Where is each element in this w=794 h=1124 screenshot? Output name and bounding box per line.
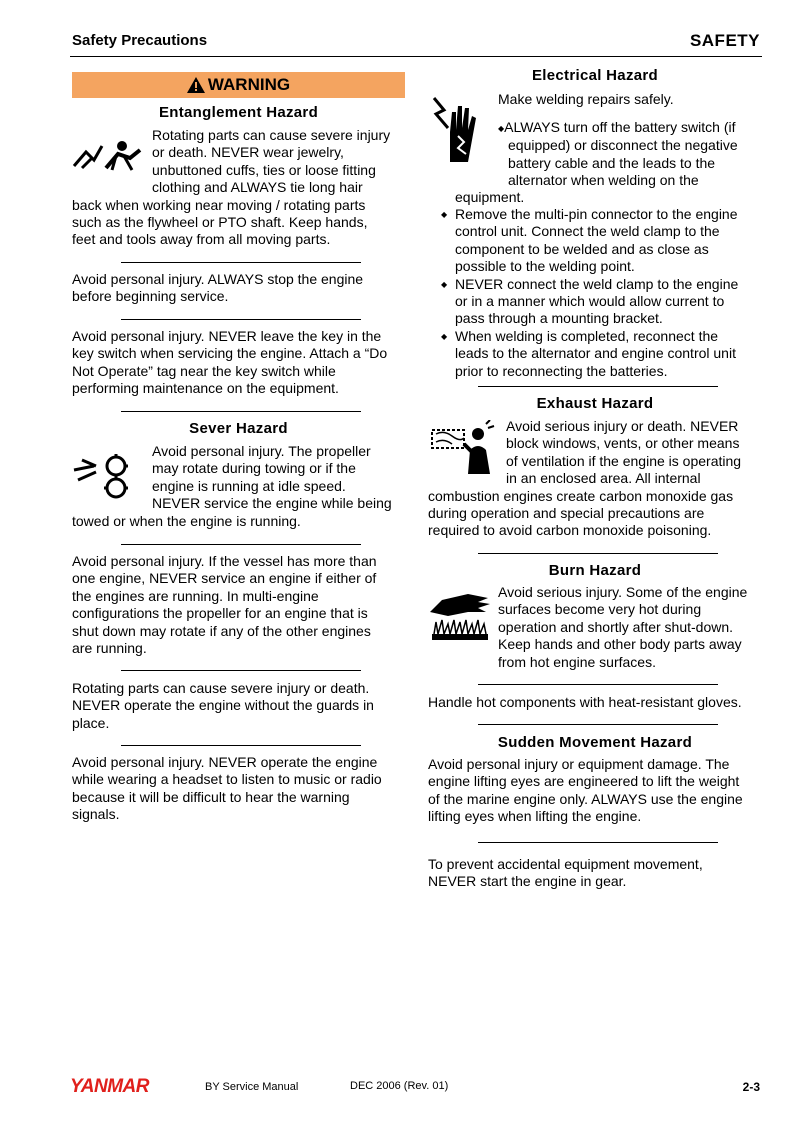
text-line: component to be welded and as close as <box>455 240 709 257</box>
text-line: Avoid personal injury. ALWAYS stop the engine <box>72 271 364 287</box>
text-line: equipped) or disconnect the negative <box>508 137 738 154</box>
text-line: back when working near moving / rotating parts <box>72 196 366 213</box>
text-line: while wearing a headset to listen to music or radio <box>72 771 382 788</box>
exhaust-text-indented <box>506 418 768 488</box>
sever-heading: Sever Hazard <box>189 420 288 437</box>
text-line: unbuttoned cuffs, ties or loose fitting <box>152 161 376 178</box>
text-line: Avoid personal injury or equipment damage. The <box>428 756 730 772</box>
electrical-shock-icon <box>428 96 486 166</box>
text-line: surfaces become very hot during <box>498 601 702 618</box>
text-line: required to avoid carbon monoxide poisoning. <box>428 522 712 539</box>
entanglement-text-indented <box>152 127 412 197</box>
header-rule <box>70 56 762 57</box>
text-line: pass through a mounting bracket. <box>455 310 663 327</box>
section-divider <box>121 411 361 412</box>
entanglement-text-full <box>72 197 412 249</box>
section-divider <box>121 745 361 746</box>
text-line: engine is running at idle speed. <box>152 477 346 494</box>
text-line: NEVER service the engine while being <box>152 495 392 512</box>
text-line: clothing and ALWAYS tie long hair <box>152 179 363 196</box>
text-line: operation and shortly after shut-down. <box>498 618 734 635</box>
section-divider <box>478 684 718 685</box>
text-line: ◆ Remove the multi-pin connector to the engine <box>455 206 738 222</box>
text-line: Avoid personal injury. NEVER leave the key in the <box>72 328 382 344</box>
burn-text <box>498 584 768 671</box>
exhaust-heading: Exhaust Hazard <box>536 395 654 412</box>
section-divider <box>478 724 718 725</box>
text-line: during operation and special precautions are <box>428 505 705 521</box>
key-switch-text <box>72 328 412 398</box>
text-line: lifting eyes when lifting the engine. <box>428 808 642 825</box>
list-item <box>441 328 766 380</box>
warning-triangle-icon <box>187 77 205 93</box>
electrical-bullet-1-full: equipment. <box>455 188 525 205</box>
sudden-movement-heading: Sudden Movement Hazard <box>497 734 693 751</box>
text-line: NEVER start the engine in gear. <box>428 873 627 890</box>
text-line: Rotating parts can cause severe injury or death. <box>72 680 370 696</box>
text-line: Rotating parts can cause severe injury <box>152 127 391 143</box>
text-line: of ventilation if the engine is operating <box>506 452 742 469</box>
section-title: Safety Precautions <box>72 32 208 49</box>
sever-icon <box>72 452 136 500</box>
text-line: signals. <box>72 806 120 823</box>
text-line: Avoid personal injury. NEVER operate the engine <box>72 754 378 770</box>
text-line: performing maintenance on the equipment. <box>72 380 339 397</box>
text-line: feet and tools away from all moving parts. <box>72 231 331 248</box>
revision-date: DEC 2006 (Rev. 01) <box>350 1080 449 1092</box>
burn-icon <box>428 590 492 642</box>
yanmar-logo: YANMAR <box>70 1076 149 1097</box>
text-line: engine lifting eyes are engineered to lift the weight <box>428 773 740 790</box>
exhaust-icon <box>430 420 496 476</box>
electrical-heading: Electrical Hazard <box>532 67 658 84</box>
text-line: ◆ NEVER connect the weld clamp to the engine <box>455 275 739 292</box>
text-line: battery cable and the leads to the <box>508 154 716 171</box>
text-line: Avoid personal injury. The propeller <box>152 443 371 459</box>
text-line: Avoid serious injury. Some of the engine <box>498 584 748 600</box>
text-line: place. <box>72 714 110 731</box>
text-line: towed or when the engine is running. <box>72 512 301 529</box>
text-line: ◆ When welding is completed, reconnect the <box>455 327 719 344</box>
text-line: such as the flywheel or PTO shaft. Keep hands, <box>72 214 368 230</box>
text-line: control unit. Connect the weld clamp to the <box>455 223 720 240</box>
text-line: combustion engines create carbon monoxide gas <box>428 487 734 504</box>
text-line: or death. NEVER wear jewelry, <box>152 144 344 161</box>
section-divider <box>478 386 718 387</box>
entanglement-heading: Entanglement Hazard <box>158 104 319 121</box>
text-line: block windows, vents, or other means <box>506 435 740 452</box>
text-line: or in a manner which would allow current to <box>455 293 725 310</box>
text-line: because it will be difficult to hear the warning <box>72 788 350 805</box>
stop-engine-text <box>72 271 412 306</box>
section-divider <box>121 544 361 545</box>
text-line: possible to the welding point. <box>455 258 635 275</box>
section-divider <box>121 670 361 671</box>
section-divider <box>478 842 718 843</box>
text-line: the engines are running. In multi-engine <box>72 587 319 604</box>
section-divider <box>121 319 361 320</box>
text-line: Keep hands and other body parts away <box>498 636 742 653</box>
text-line: leads to the alternator and engine control unit <box>455 345 736 362</box>
manual-name: BY Service Manual <box>205 1081 299 1093</box>
text-line: Avoid serious injury or death. NEVER <box>506 418 739 434</box>
guards-text <box>72 680 412 732</box>
sever-text-full <box>72 513 412 530</box>
entanglement-icon <box>72 138 144 172</box>
text-line: one engine, NEVER service an engine if either of <box>72 570 377 587</box>
text-line: may rotate during towing or if the <box>152 460 356 477</box>
burn-heading: Burn Hazard <box>548 562 642 579</box>
list-item <box>441 206 766 276</box>
chapter-title: SAFETY <box>689 31 760 50</box>
sever-text-indented <box>152 443 412 513</box>
text-line: Not Operate” tag near the key switch while <box>72 362 336 379</box>
gear-text <box>428 856 768 891</box>
text-line: alternator when welding on the <box>508 172 699 189</box>
text-line: from hot engine surfaces. <box>498 653 656 670</box>
electrical-bullets <box>441 206 766 380</box>
section-divider <box>478 553 718 554</box>
headset-text <box>72 754 412 824</box>
text-line: are running. <box>72 640 147 657</box>
text-line: Avoid personal injury. If the vessel has more than <box>72 553 377 569</box>
text-line: configurations the propeller for an engine that is <box>72 605 368 622</box>
section-divider <box>121 262 361 263</box>
text-line: of the marine engine only. ALWAYS use the engine <box>428 790 743 807</box>
multi-engine-text <box>72 553 412 657</box>
warning-banner <box>72 72 405 98</box>
sudden-movement-text <box>428 756 768 826</box>
exhaust-text-full <box>428 488 768 540</box>
list-item <box>441 276 766 328</box>
text-line: shut down may rotate if any of the other engines <box>72 622 371 639</box>
text-line: ALWAYS turn off the battery switch (if <box>504 119 736 135</box>
text-line: key switch when servicing the engine. Attach a “Do <box>72 345 388 362</box>
gloves-text: Handle hot components with heat-resistant gloves. <box>428 694 742 710</box>
warning-label: WARNING <box>207 75 291 94</box>
text-line: in an enclosed area. All internal <box>506 470 701 487</box>
electrical-bullet-1-indented <box>498 119 768 190</box>
text-line: before beginning service. <box>72 288 229 305</box>
electrical-intro: Make welding repairs safely. <box>498 91 674 107</box>
text-line: To prevent accidental equipment movement, <box>428 856 703 872</box>
text-line: ◆ALWAYS turn off the battery switch (if <box>498 119 736 135</box>
page-number: 2-3 <box>742 1080 760 1094</box>
text-line: NEVER operate the engine without the guards in <box>72 697 374 714</box>
text-line: prior to reconnecting the batteries. <box>455 362 668 379</box>
